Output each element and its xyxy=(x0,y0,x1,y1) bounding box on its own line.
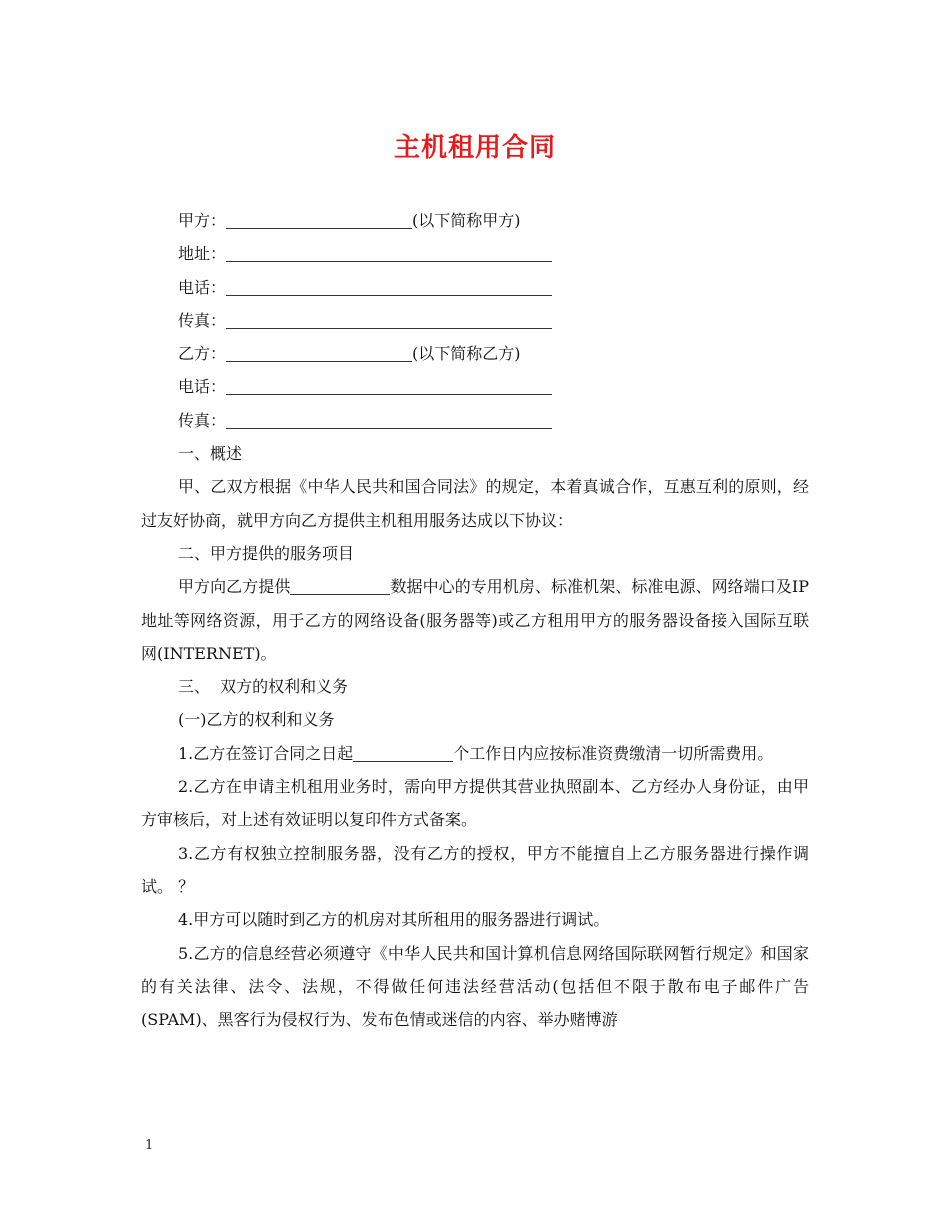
page-number: 1 xyxy=(145,1138,154,1153)
clause-3: 3.乙方有权独立控制服务器，没有乙方的授权，甲方不能擅自上乙方服务器进行操作调试。 ？ xyxy=(141,843,809,896)
contract-body xyxy=(141,204,809,1036)
section-1-paragraph: 甲、乙双方根据《中华人民共和国合同法》的规定，本着真诚合作，互惠互利的原则，经过友好协商，就甲方向乙方提供主机租用服务达成以下协议： xyxy=(141,477,809,530)
fax-b-label: 传真： xyxy=(178,410,227,430)
phone-b-blank xyxy=(226,376,552,395)
party-b-line xyxy=(141,337,809,370)
party-b-suffix: (以下简称乙方) xyxy=(412,344,521,364)
section-3-heading: 三、 双方的权利和义务 xyxy=(178,677,349,697)
data-center-blank xyxy=(290,576,390,595)
section-1-heading: 一、概述 xyxy=(178,444,243,464)
section-2-paragraph xyxy=(141,570,809,670)
phone-a-blank xyxy=(226,277,552,296)
phone-b-label: 电话： xyxy=(178,377,227,397)
clause-4: 4.甲方可以随时到乙方的机房对其所租用的服务器进行调试。 xyxy=(178,910,610,930)
address-blank xyxy=(226,243,552,262)
address-line xyxy=(141,237,809,270)
section-2-text-after: 数据中心的专用机房、标准机架、标准电源、网络端口及IP地址等网络资源，用于乙方的网络设备(服务器等)或乙方租用甲方的服务器设备接入国际互联网(INTERNET)。 xyxy=(141,577,809,663)
subsection-1-heading: (一)乙方的权利和义务 xyxy=(178,710,335,730)
clause-1-text-after: 个工作日内应按标准资费缴清一切所需费用。 xyxy=(453,743,774,763)
clause-5: 5.乙方的信息经营必须遵守《中华人民共和国计算机信息网络国际联网暂行规定》和国家的有关法律、法令、法规，不得做任何违法经营活动(包括但不限于散布电子邮件广告(SPAM)、黑客行为侵权行为、发布色情或迷信的内容、举办赌博游 xyxy=(141,943,809,1030)
party-a-blank xyxy=(226,210,412,229)
fax-a-blank xyxy=(226,310,552,329)
fax-b-line xyxy=(141,404,809,437)
party-b-blank xyxy=(226,343,412,362)
address-label: 地址： xyxy=(178,244,227,264)
fax-b-blank xyxy=(226,410,552,429)
clause-1-text-before: 1.乙方在签订合同之日起 xyxy=(178,743,354,763)
workdays-blank xyxy=(353,743,453,762)
party-a-label: 甲方： xyxy=(178,211,227,230)
fax-a-label: 传真： xyxy=(178,310,227,330)
document-title: 主机租用合同 xyxy=(393,133,556,163)
party-a-line xyxy=(141,204,809,237)
clause-2: 2.乙方在申请主机租用业务时，需向甲方提供其营业执照副本、乙方经办人身份证，由甲方审核后，对上述有效证明以复印件方式备案。 xyxy=(141,777,809,830)
fax-a-line xyxy=(141,304,809,337)
phone-a-label: 电话： xyxy=(178,277,227,297)
party-b-label: 乙方： xyxy=(178,344,227,364)
section-2-text-before: 甲方向乙方提供 xyxy=(178,577,291,597)
clause-1 xyxy=(141,737,809,770)
party-a-suffix: (以下简称甲方) xyxy=(412,211,521,230)
phone-b-line xyxy=(141,370,809,403)
section-2-heading: 二、甲方提供的服务项目 xyxy=(178,543,355,563)
phone-a-line xyxy=(141,271,809,304)
